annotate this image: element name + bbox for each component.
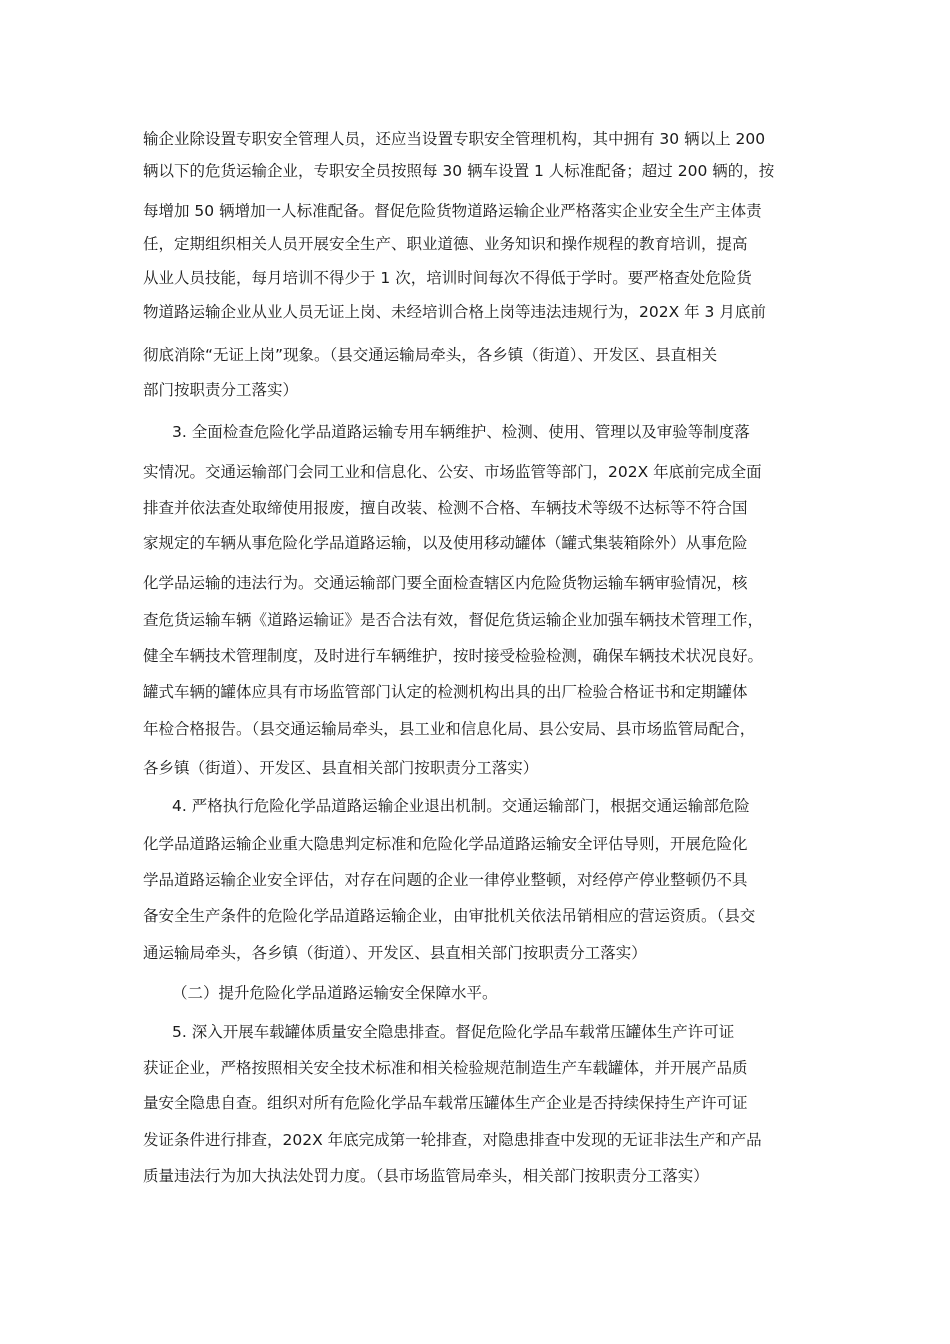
text-line: 化学品运输的违法行为。交通运输部门要全面检查辖区内危险货物运输车辆审验情况，核 [143,574,748,592]
text-line: 量安全隐患自查。组织对所有危险化学品车载常压罐体生产企业是否持续保持生产许可证 [143,1094,748,1112]
text-line: 通运输局牵头，各乡镇（街道）、开发区、县直相关部门按职责分工落实） [143,944,647,962]
text-line: 查危货运输车辆《道路运输证》是否合法有效，督促危货运输企业加强车辆技术管理工作， [143,611,764,629]
text-line: 排查并依法查处取缔使用报废，擅自改装、检测不合格、车辆技术等级不达标等不符合国 [143,499,748,517]
text-line: 彻底消除“无证上岗”现象。（县交通运输局牵头，各乡镇（街道）、开发区、县直相关 [143,346,718,364]
section-heading: （二）提升危险化学品道路运输安全保障水平。 [172,984,498,1002]
item-5-heading: 5. 深入开展车载罐体质量安全隐患排查。督促危险化学品车载常压罐体生产许可证 [172,1023,735,1041]
text-line: 学品道路运输企业安全评估，对存在问题的企业一律停业整顿，对经停产停业整顿仍不具 [143,871,748,889]
item-3-heading: 3. 全面检查危险化学品道路运输专用车辆维护、检测、使用、管理以及审验等制度落 [172,423,750,441]
item-4-heading: 4. 严格执行危险化学品道路运输企业退出机制。交通运输部门，根据交通运输部危险 [172,797,750,815]
text-line: 年检合格报告。（县交通运输局牵头，县工业和信息化局、县公安局、县市场监管局配合， [143,720,756,738]
text-line: 部门按职责分工落实） [143,381,299,399]
text-line: 输企业除设置专职安全管理人员，还应当设置专职安全管理机构，其中拥有 30 辆以上 200 [143,130,766,148]
text-line: 家规定的车辆从事危险化学品道路运输，以及使用移动罐体（罐式集装箱除外）从事危险 [143,534,748,552]
text-line: 辆以下的危货运输企业，专职安全员按照每 30 辆车设置 1 人标准配备；超过 200 辆的，按 [143,162,775,180]
text-line: 任，定期组织相关人员开展安全生产、职业道德、业务知识和操作规程的教育培训，提高 [143,235,748,253]
text-line: 质量违法行为加大执法处罚力度。（县市场监管局牵头，相关部门按职责分工落实） [143,1167,709,1185]
text-line: 备安全生产条件的危险化学品道路运输企业，由审批机关依法吊销相应的营运资质。（县交 [143,907,756,925]
text-line: 各乡镇（街道）、开发区、县直相关部门按职责分工落实） [143,759,539,777]
text-line: 发证条件进行排查，202X 年底完成第一轮排查，对隐患排查中发现的无证非法生产和产品 [143,1131,762,1149]
text-line: 获证企业，严格按照相关安全技术标准和相关检验规范制造生产车载罐体，并开展产品质 [143,1059,748,1077]
text-line: 实情况。交通运输部门会同工业和信息化、公安、市场监管等部门，202X 年底前完成全面 [143,463,762,481]
text-line: 从业人员技能，每月培训不得少于 1 次，培训时间每次不得低于学时。要严格查处危险货 [143,269,752,287]
text-line: 化学品道路运输企业重大隐患判定标准和危险化学品道路运输安全评估导则，开展危险化 [143,835,748,853]
text-line: 物道路运输企业从业人员无证上岗、未经培训合格上岗等违法违规行为，202X 年 3 月底前 [143,303,766,321]
text-line: 健全车辆技术管理制度，及时进行车辆维护，按时接受检验检测，确保车辆技术状况良好。 [143,647,764,665]
text-line: 每增加 50 辆增加一人标准配备。督促危险货物道路运输企业严格落实企业安全生产主体责 [143,202,762,220]
text-line: 罐式车辆的罐体应具有市场监管部门认定的检测机构出具的出厂检验合格证书和定期罐体 [143,683,748,701]
